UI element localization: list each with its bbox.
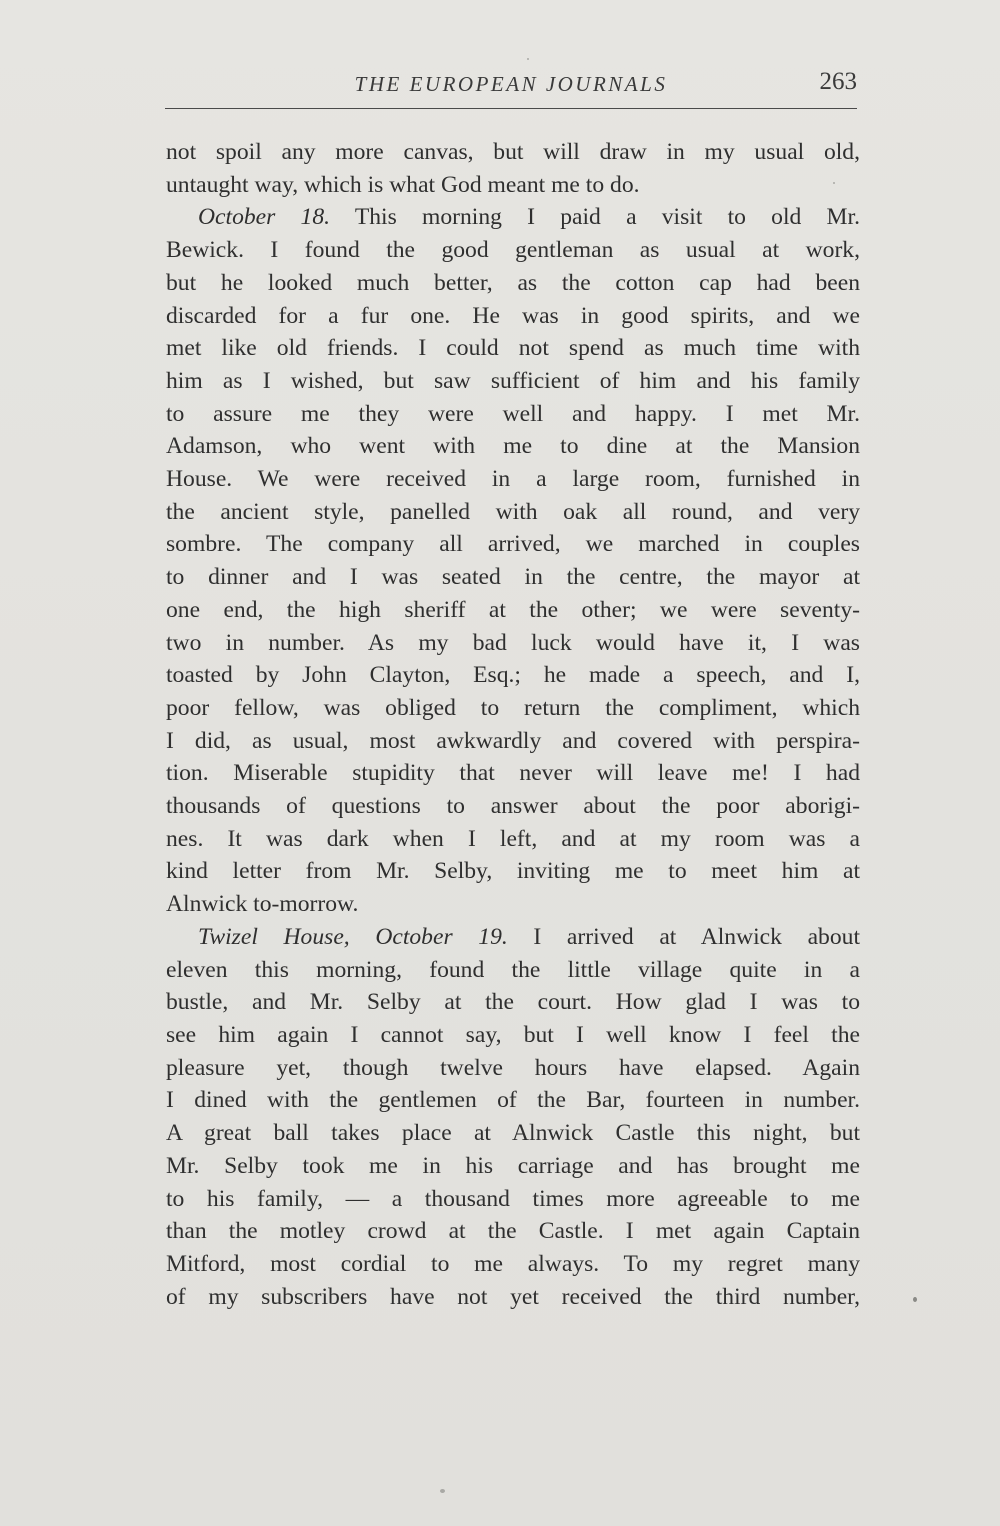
text-line-content: This morning I paid a visit to old Mr. [354, 204, 860, 231]
running-head [165, 64, 857, 109]
text-line: Mitford, most cordial to me always. To my regret many [166, 1250, 860, 1277]
text-line: the ancient style, panelled with oak all round, and very [166, 498, 860, 525]
text-line: of my subscribers have not yet received the third number, [166, 1283, 860, 1310]
text-line-content: I arrived at Alnwick about [533, 923, 860, 950]
paper-speck [440, 1489, 445, 1493]
running-title: THE EUROPEAN JOURNALS [354, 72, 668, 96]
text-line: Alnwick to-morrow. [166, 891, 359, 918]
text-line: two in number. As my bad luck would have it, I was [166, 629, 860, 656]
text-line: him as I wished, but saw sufficient of him and his family [166, 367, 860, 394]
journal-date: October 18. [198, 204, 331, 231]
text-line: poor fellow, was obliged to return the compliment, which [166, 694, 860, 721]
text-line: one end, the high sheriff at the other; we were seventy- [166, 596, 860, 623]
paper-speck [527, 58, 529, 60]
text-line: nes. It was dark when I left, and at my room was a [166, 825, 860, 852]
text-line: kind letter from Mr. Selby, inviting me to meet him at [166, 858, 860, 885]
text-line [166, 921, 860, 954]
text-line: tion. Miserable stupidity that never will leave me! I had [166, 760, 860, 787]
text-line: to his family, — a thousand times more agreeable to me [166, 1185, 860, 1212]
journal-text [166, 136, 860, 1313]
text-line: not spoil any more canvas, but will draw in my usual old, [166, 139, 860, 165]
text-line: met like old friends. I could not spend as much time with [166, 335, 860, 362]
journal-date: Twizel House, October 19. [198, 923, 508, 950]
text-line: untaught way, which is what God meant me to do. [166, 171, 640, 198]
text-line: see him again I cannot say, but I well know I feel the [166, 1021, 860, 1048]
text-line: thousands of questions to answer about the poor aborigi- [166, 793, 860, 820]
text-line: A great ball takes place at Alnwick Castle this night, but [166, 1120, 860, 1147]
text-line: I did, as usual, most awkwardly and covered with perspira- [166, 727, 860, 754]
text-line: eleven this morning, found the little village quite in a [166, 956, 860, 983]
text-line: to dinner and I was seated in the centre, the mayor at [166, 564, 860, 591]
text-line: but he looked much better, as the cotton cap had been [166, 269, 860, 296]
text-line: pleasure yet, though twelve hours have elapsed. Again [166, 1054, 860, 1081]
text-line: toasted by John Clayton, Esq.; he made a speech, and I, [166, 662, 860, 689]
page-number: 263 [819, 68, 857, 95]
text-line: to assure me they were well and happy. I met Mr. [166, 400, 860, 427]
text-line: discarded for a fur one. He was in good spirits, and we [166, 302, 860, 329]
text-line: Mr. Selby took me in his carriage and has brought me [166, 1152, 860, 1179]
text-line: Bewick. I found the good gentleman as usual at work, [166, 237, 860, 264]
text-line: House. We were received in a large room, furnished in [166, 466, 860, 493]
text-line: I dined with the gentlemen of the Bar, fourteen in number. [166, 1087, 860, 1114]
paper-speck [913, 1297, 917, 1302]
text-line: sombre. The company all arrived, we marched in couples [166, 531, 860, 558]
paper-speck [833, 182, 835, 184]
text-line: Adamson, who went with me to dine at the Mansion [166, 433, 860, 460]
text-line [166, 201, 860, 234]
text-line: bustle, and Mr. Selby at the court. How glad I was to [166, 989, 860, 1016]
text-line: than the motley crowd at the Castle. I met again Captain [166, 1218, 860, 1245]
